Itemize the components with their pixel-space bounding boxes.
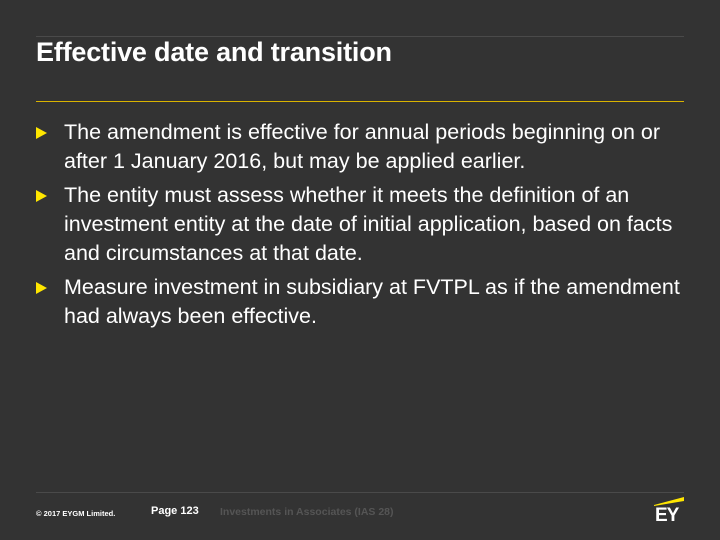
bullet-text: The amendment is effective for annual periods beginning on or after 1 January 2016, but may be applied earlier.	[64, 120, 661, 173]
bullet-item	[36, 118, 684, 176]
triangle-bullet-icon	[36, 127, 47, 139]
ey-logo-text: EY	[655, 505, 679, 526]
footer-divider	[36, 492, 684, 493]
bullet-text: The entity must assess whether it meets the definition of an investment entity at the date of initial application, based on facts and circumstances at that date.	[64, 183, 673, 265]
bullet-item	[36, 181, 684, 268]
presentation-title: Investments in Associates (IAS 28)	[220, 506, 394, 518]
slide-title: Effective date and transition	[36, 37, 392, 67]
title-divider	[36, 101, 684, 102]
bullet-text: Measure investment in subsidiary at FVTPL as if the amendment had always been effective.	[64, 275, 680, 328]
copyright-notice: © 2017 EYGM Limited.	[36, 509, 116, 518]
ey-logo	[654, 495, 688, 529]
bullet-item	[36, 273, 684, 331]
triangle-bullet-icon	[36, 282, 47, 294]
page-number: Page 123	[151, 505, 199, 517]
bullet-list	[36, 118, 684, 336]
triangle-bullet-icon	[36, 190, 47, 202]
